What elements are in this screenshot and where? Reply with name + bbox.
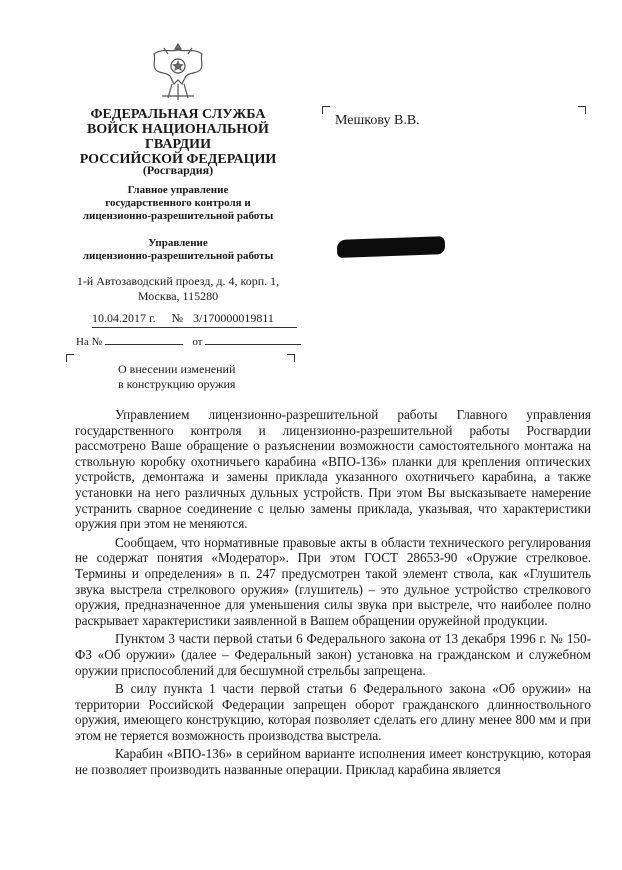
registration-underline: [92, 327, 297, 328]
document-number: 3/170000019811: [193, 311, 274, 325]
double-headed-eagle-emblem-icon: [148, 40, 208, 106]
body-paragraph: Управлением лицензионно-разрешительной работы Главного управления государственного контроля и лицензионно-разрешительной работы Росгвардии рассмотрено Ваше обращение о разъяснении возможности самостоятельного монтажа на ствольную коробку охотничьего карабина «ВПО-136» планки для крепления оптических устройств, демонтажа и замены приклада указанного охотничьего карабина, а также установки на него различных дульных устройств. При этом Вы высказываете намерение устранить сварное соединение с целью замены приклада, указывая, что характеристики оружия при этом не меняются.: [75, 407, 591, 532]
body-paragraph: В силу пункта 1 части первой статьи 6 Федерального закона «Об оружии» на территории Российской Федерации запрещен оборот гражданского длинноствольного оружия, имеющего конструкцию, которая позволяет сделать его длину менее 800 мм и при этом не теряется возможность производства выстрела.: [75, 681, 591, 743]
sub-dept-line: лицензионно-разрешительной работы: [82, 250, 274, 262]
sub-department: [60, 237, 296, 263]
addressee: Мешкову В.В.: [335, 113, 420, 128]
subject-corner-right: [287, 354, 295, 362]
subject-line: в конструкцию оружия: [118, 377, 236, 391]
addressee-corner-right: [578, 106, 586, 114]
ref-number-blank: [105, 334, 183, 345]
address-line: Москва, 115280: [137, 289, 219, 303]
document-date: 10.04.2017 г.: [92, 311, 156, 325]
body-paragraph: Сообщаем, что нормативные правовые акты в области технического регулирования не содержат понятия «Модератор». При этом ГОСТ 28653-90 «Оружие стрелковое. Термины и определения» в п. 247 предусмотрен такой элемент ствола, как «Глушитель звука выстрела стрелкового оружия» (глушитель) – это дульное устройство стрелкового оружия, предназначенное для уменьшения силы звука при выстреле, что наиболее полно раскрывает характеристики заявленной в Вашем обращении оружейной продукции.: [75, 534, 591, 628]
addressee-corner-left: [322, 106, 330, 114]
main-dept-line: Главное управление: [127, 184, 229, 196]
redacted-address-block: [337, 236, 446, 258]
body-paragraph: Пунктом 3 части первой статьи 6 Федерального закона от 13 декабря 1996 г. № 150-ФЗ «Об оружии» (далее – Федеральный закон) установка на гражданском и служебном оружии приспособлений для бесшумной стрельбы запрещена.: [75, 631, 591, 678]
body-paragraph: Карабин «ВПО-136» в серийном варианте исполнения имеет конструкцию, которая не позволяет производить названные операции. Приклад карабина является: [75, 746, 591, 778]
number-label: №: [171, 311, 184, 325]
ref-number-label: На №: [76, 336, 103, 348]
registration-line: [92, 311, 297, 326]
org-name-line: ФЕДЕРАЛЬНАЯ СЛУЖБА: [90, 107, 266, 122]
ref-date-blank: [205, 334, 301, 345]
letter-body: [75, 407, 591, 781]
org-name-line: ГВАРДИИ: [145, 137, 211, 152]
organization-name: [70, 107, 286, 167]
subject-line: О внесении изменений: [118, 362, 236, 376]
main-dept-line: государственного контроля и: [105, 197, 251, 209]
org-name-line: ВОЙСК НАЦИОНАЛЬНОЙ: [87, 122, 269, 137]
address: [60, 274, 296, 304]
main-dept-line: лицензионно-разрешительной работы: [82, 210, 274, 222]
main-department: [60, 184, 296, 223]
sub-dept-line: Управление: [148, 237, 208, 249]
organization-abbreviation: (Росгвардия): [142, 163, 214, 177]
subject: [118, 362, 278, 392]
address-line: 1-й Автозаводский проезд, д. 4, корп. 1,: [76, 274, 280, 288]
org-name-line: РОССИЙСКОЙ ФЕДЕРАЦИИ: [79, 152, 277, 167]
subject-corner-left: [66, 354, 74, 362]
ref-from-label: от: [192, 336, 203, 348]
reference-line: [76, 334, 296, 348]
